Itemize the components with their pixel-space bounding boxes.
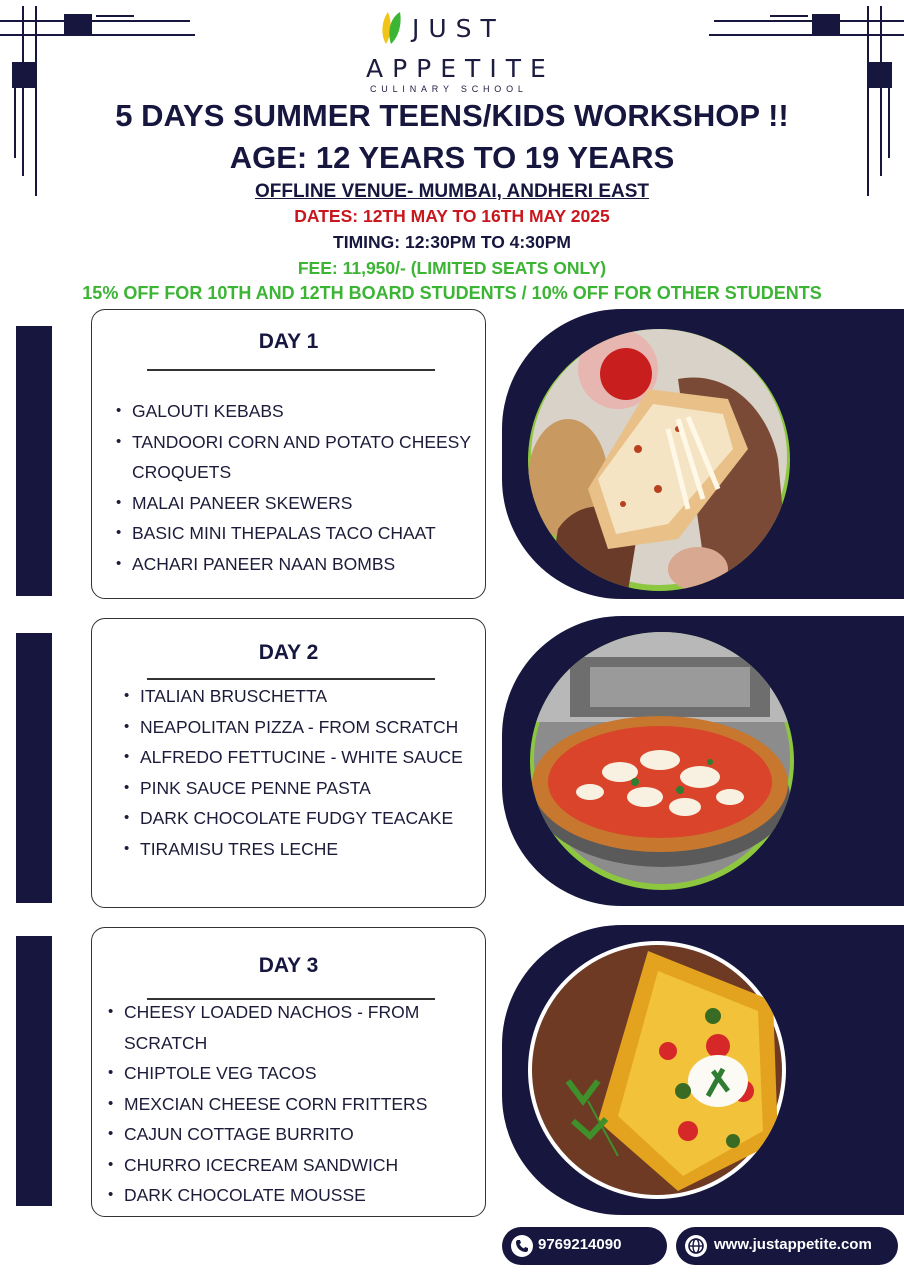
website-url[interactable]: www.justappetite.com	[714, 1236, 872, 1253]
brand-logo	[366, 8, 558, 96]
nachos-photo	[528, 941, 786, 1199]
day1-menu-list	[114, 396, 471, 579]
day1-photo-ring	[528, 329, 790, 591]
day3-photo-panel	[502, 925, 904, 1215]
list-item: • MEXCIAN CHEESE CORN FRITTERS	[106, 1089, 427, 1120]
list-item: • BASIC MINI THEPALAS TACO CHAAT	[114, 518, 471, 549]
list-item: • ITALIAN BRUSCHETTA	[122, 681, 463, 712]
venue: OFFLINE VENUE- MUMBAI, ANDHERI EAST	[254, 181, 650, 202]
list-item: • NEAPOLITAN PIZZA - FROM SCRATCH	[122, 712, 463, 743]
workshop-title: 5 DAYS SUMMER TEENS/KIDS WORKSHOP !!	[115, 98, 789, 133]
list-item: • CHIPTOLE VEG TACOS	[106, 1058, 427, 1089]
phone-contact[interactable]	[502, 1227, 667, 1265]
list-item: • PINK SAUCE PENNE PASTA	[122, 773, 463, 804]
day3-side-bar	[16, 936, 52, 1206]
dates: DATES: 12TH MAY TO 16TH MAY 2025	[294, 206, 610, 226]
list-item: • CAJUN COTTAGE BURRITO	[106, 1119, 427, 1150]
list-item: • GALOUTI KEBABS	[114, 396, 471, 427]
day3-card	[91, 927, 486, 1217]
discount-offer: 15% OFF FOR 10TH AND 12TH BOARD STUDENTS / 10% OFF FOR OTHER STUDENTS	[82, 283, 822, 303]
list-item: • ALFREDO FETTUCINE - WHITE SAUCE	[122, 742, 463, 773]
timing: TIMING: 12:30PM TO 4:30PM	[333, 232, 571, 252]
brand-name-line2: APPETITE	[366, 54, 555, 83]
day1-divider	[147, 369, 435, 371]
list-item: • TIRAMISU TRES LECHE	[122, 834, 463, 865]
day2-card	[91, 618, 486, 908]
fee: FEE: 11,950/- (LIMITED SEATS ONLY)	[297, 258, 607, 278]
list-item: • MALAI PANEER SKEWERS	[114, 488, 471, 519]
list-item: • DARK CHOCOLATE FUDGY TEACAKE	[122, 803, 463, 834]
day1-side-bar	[16, 326, 52, 596]
day3-photo-ring	[528, 941, 786, 1199]
list-item: • CHEESY LOADED NACHOS - FROM	[106, 997, 427, 1028]
phone-number[interactable]: 9769214090	[538, 1236, 622, 1253]
website-contact[interactable]	[676, 1227, 898, 1265]
brand-name-line1: JUST	[412, 14, 505, 43]
list-item: CROQUETS	[132, 462, 232, 482]
globe-icon	[684, 1234, 708, 1258]
pizza-photo	[530, 632, 794, 890]
list-item: • CHURRO ICECREAM SANDWICH	[106, 1150, 427, 1181]
day2-title: DAY 2	[258, 641, 319, 664]
day2-divider	[147, 678, 435, 680]
day2-photo-panel	[502, 616, 904, 906]
list-item: • DARK CHOCOLATE MOUSSE	[106, 1180, 427, 1211]
brand-tagline: CULINARY SCHOOL	[370, 84, 528, 94]
day3-title: DAY 3	[258, 954, 319, 977]
day3-menu-list	[106, 997, 427, 1211]
leaf-icon	[378, 10, 404, 46]
day1-title: DAY 1	[258, 330, 319, 353]
list-item: • TANDOORI CORN AND POTATO CHEESY	[114, 427, 471, 458]
age-range: AGE: 12 YEARS TO 19 YEARS	[229, 140, 675, 175]
day2-menu-list	[122, 681, 463, 864]
list-item: SCRATCH	[124, 1032, 208, 1053]
day2-photo-ring	[530, 632, 794, 890]
list-item: • ACHARI PANEER NAAN BOMBS	[114, 549, 471, 580]
day1-card	[91, 309, 486, 599]
phone-icon	[510, 1234, 534, 1258]
day1-photo-panel	[502, 309, 904, 599]
cheesy-croquette-photo	[528, 329, 790, 591]
day2-side-bar	[16, 633, 52, 903]
